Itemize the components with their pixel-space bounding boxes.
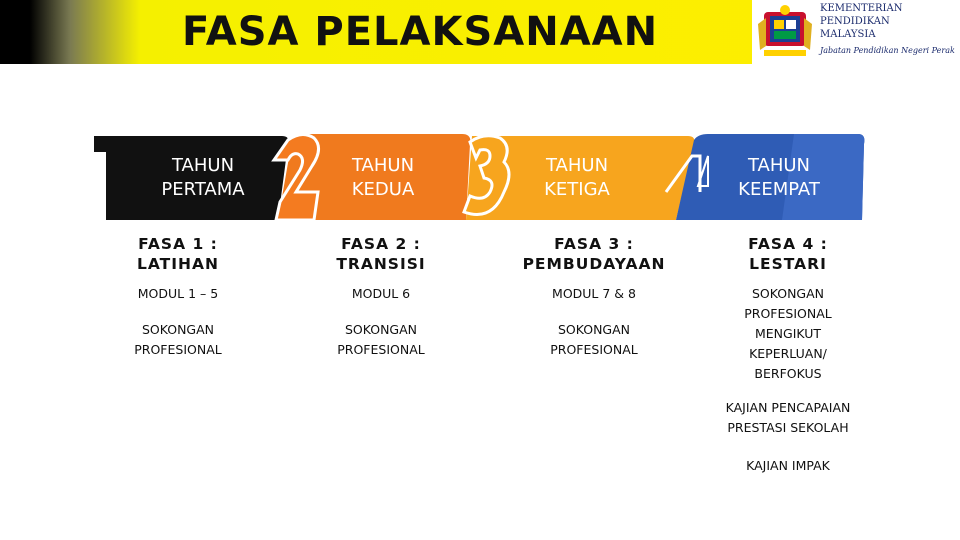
support-2: SOKONGAN PROFESIONAL — [337, 322, 425, 357]
year-label-2: TAHUN KEDUA — [351, 155, 415, 200]
phase-title-4: FASA 4 : LESTARI — [748, 235, 828, 273]
year-label-3: TAHUN KETIGA — [544, 155, 610, 200]
logo-subtitle: Jabatan Pendidikan Negeri Perak — [820, 46, 955, 55]
logo-text-line1: KEMENTERIAN — [820, 3, 903, 14]
support-1: SOKONGAN PROFESIONAL — [134, 322, 222, 357]
logo-text-line2: PENDIDIKAN — [820, 16, 890, 27]
support-4: SOKONGAN PROFESIONAL MENGIKUT KEPERLUAN/ BERFOKUS — [744, 286, 832, 381]
phase-title-1: FASA 1 : LATIHAN — [137, 235, 219, 273]
phase-title-2: FASA 2 : TRANSISI — [336, 235, 426, 273]
support-3: SOKONGAN PROFESIONAL — [550, 322, 638, 357]
ministry-logo — [752, 0, 960, 64]
review-performance: KAJIAN PENCAPAIAN PRESTASI SEKOLAH — [725, 400, 851, 435]
coat-of-arms-icon — [756, 4, 814, 60]
modul-1: MODUL 1 – 5 — [137, 286, 219, 301]
logo-text-line3: MALAYSIA — [820, 29, 876, 40]
modul-2: MODUL 6 — [351, 286, 411, 301]
year-label-4: TAHUN KEEMPAT — [738, 155, 820, 200]
review-impact: KAJIAN IMPAK — [746, 458, 830, 473]
year-label-1: TAHUN PERTAMA — [161, 155, 245, 200]
phase-title-3: FASA 3 : PEMBUDAYAAN — [522, 235, 666, 273]
page-title: FASA PELAKSANAAN — [182, 9, 659, 55]
header-bar — [0, 0, 960, 64]
modul-3: MODUL 7 & 8 — [552, 286, 636, 301]
